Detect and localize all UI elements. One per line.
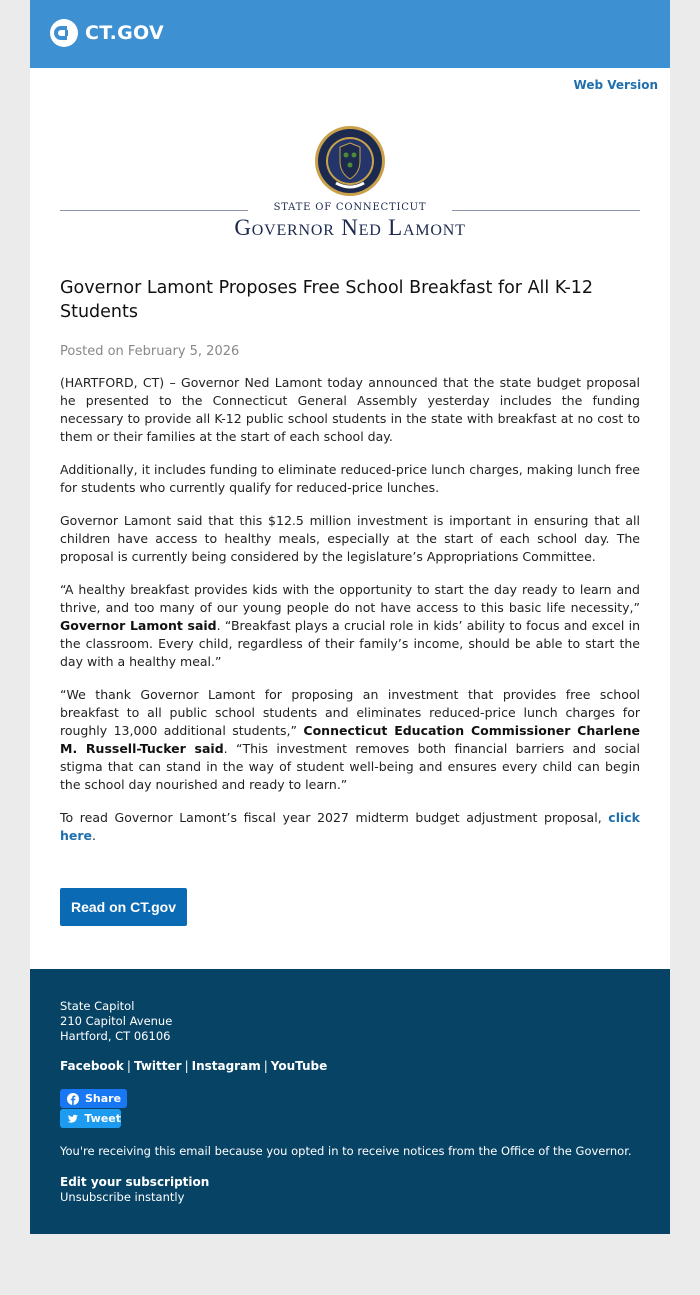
facebook-icon <box>67 1093 79 1105</box>
facebook-link[interactable]: Facebook <box>60 1059 124 1073</box>
social-links <box>60 1059 327 1073</box>
share-label: Share <box>85 1092 122 1105</box>
period: . <box>92 828 97 843</box>
subscription-notice: You're receiving this email because you opted in to receive notices from the Office of the Governor. <box>60 1144 632 1158</box>
unsubscribe-link[interactable]: Unsubscribe instantly <box>60 1190 185 1204</box>
ct-logo-icon <box>50 19 78 47</box>
paragraph-6 <box>60 809 640 845</box>
separator: | <box>263 1059 268 1073</box>
instagram-link[interactable]: Instagram <box>191 1059 261 1073</box>
quote-text: . “Breakfast plays a crucial role in kids’ ability to focus and excel in the classroom. Every child, regardless of their family’s income, should be able to start the day with a healthy meal.” <box>60 618 640 669</box>
article-body <box>60 374 640 860</box>
facebook-share-button[interactable] <box>60 1089 127 1108</box>
speaker-name: Connecticut Education Commissioner Charlene M. Russell-Tucker said <box>60 723 640 756</box>
paragraph-1: (HARTFORD, CT) – Governor Ned Lamont today announced that the state budget proposal he presented to the Connecticut General Assembly yesterday includes the funding necessary to provide all K-12 public school students in the state with breakfast at no cost to them or their families at the start of each school day. <box>60 375 640 444</box>
quote-text: . “This investment removes both financial barriers and social stigma that can stand in the way of student well-being and ensures every child can begin the school day nourished and ready to learn.” <box>60 741 641 792</box>
edit-subscription-link[interactable]: Edit your subscription <box>60 1175 210 1189</box>
twitter-link[interactable]: Twitter <box>133 1059 182 1073</box>
separator: | <box>184 1059 189 1073</box>
address <box>60 999 172 1044</box>
quote-text: “We thank Governor Lamont for proposing an investment that provides free school breakfast to all public school students and eliminates reduced-price lunch charges for roughly 13,000 additional students,” <box>60 687 640 738</box>
paragraph-3: Governor Lamont said that this $12.5 million investment is important in ensuring that all children have access to healthy meals, especially at the start of each school day. The proposal is currently being considered by the legislature’s Appropriations Committee. <box>60 513 640 564</box>
article-title: Governor Lamont Proposes Free School Breakfast for All K-12 Students <box>60 278 594 322</box>
click-here-link[interactable]: click here <box>60 810 640 843</box>
address-line: 210 Capitol Avenue <box>60 1014 173 1028</box>
separator: | <box>126 1059 131 1073</box>
header-bar <box>30 0 670 68</box>
tweet-label: Tweet <box>84 1112 121 1125</box>
address-line: State Capitol <box>60 999 135 1013</box>
state-label: STATE OF CONNECTICUT <box>273 202 427 213</box>
main-content <box>30 68 670 969</box>
governor-name: Governor Ned Lamont <box>234 215 466 240</box>
twitter-bird-icon <box>67 1113 78 1125</box>
proposal-text: To read Governor Lamont’s fiscal year 2027 midterm budget adjustment proposal, <box>60 810 602 825</box>
ct-gov-logo[interactable] <box>50 19 164 47</box>
speaker-name: Governor Lamont said <box>60 618 217 633</box>
posted-date: Posted on February 5, 2026 <box>60 344 240 359</box>
read-on-ctgov-button[interactable]: Read on CT.gov <box>60 888 187 926</box>
paragraph-5 <box>60 686 640 794</box>
paragraph-2: Additionally, it includes funding to eliminate reduced-price lunch charges, making lunch free for students who currently qualify for reduced-price lunches. <box>60 462 640 495</box>
email-container <box>30 0 670 1234</box>
youtube-link[interactable]: YouTube <box>270 1059 328 1073</box>
tweet-button[interactable] <box>60 1109 121 1128</box>
address-line: Hartford, CT 06106 <box>60 1029 171 1043</box>
footer <box>30 969 670 1234</box>
governor-seal-icon <box>314 125 386 197</box>
paragraph-4 <box>60 581 640 671</box>
quote-text: “A healthy breakfast provides kids with the opportunity to start the day ready to learn and thrive, and too many of our young people do not have access to this basic life necessity,” <box>60 582 640 615</box>
web-version-link[interactable]: Web Version <box>573 78 658 92</box>
logo-text: CT.GOV <box>85 22 164 44</box>
